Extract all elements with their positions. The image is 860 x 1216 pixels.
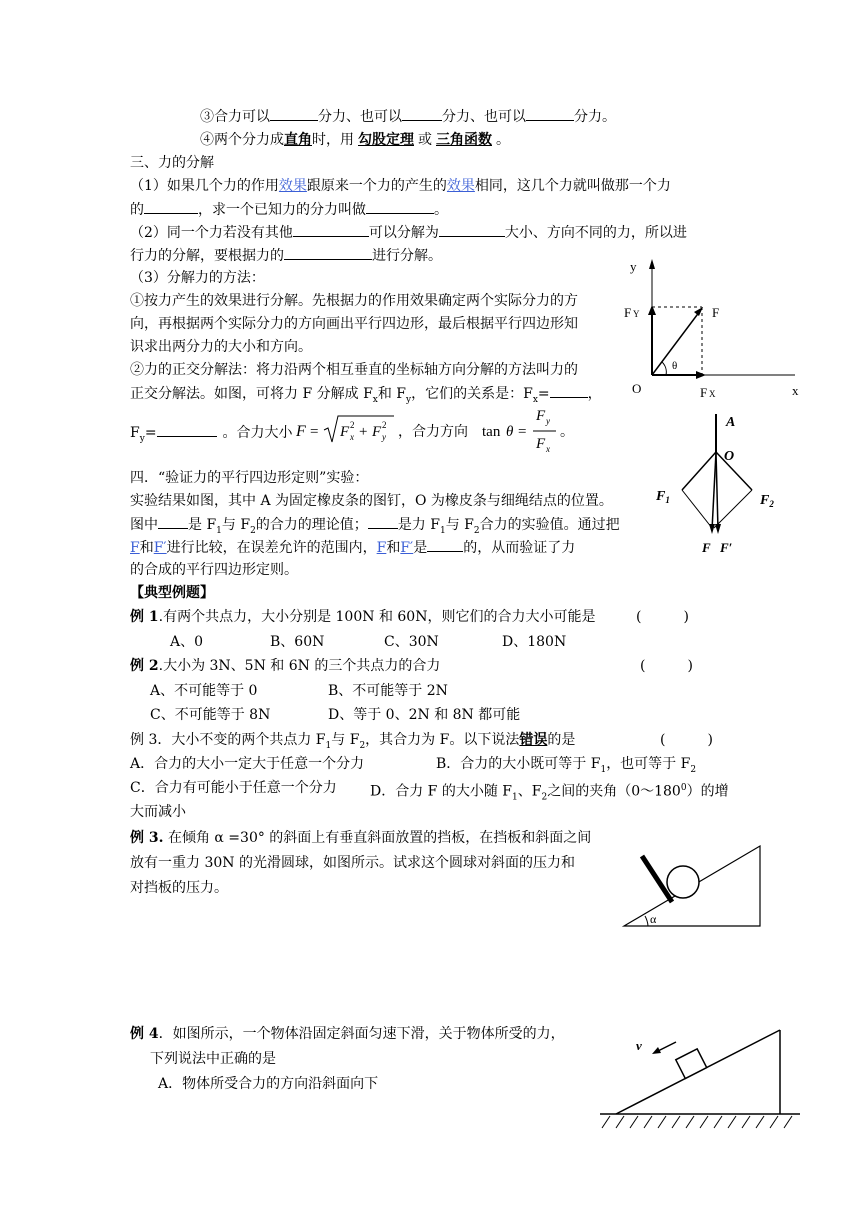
o-label: O bbox=[724, 449, 735, 464]
parallelogram-experiment-figure bbox=[648, 406, 798, 556]
blank[interactable] bbox=[270, 106, 318, 121]
text: 和 F bbox=[377, 386, 407, 402]
examples-header: 【典型例题】 bbox=[130, 585, 214, 601]
example-3: 例 3．大小不变的两个共点力 $F_1$与 $F_2$，其合力为 F。以下说法错误的是 bbox=[130, 732, 576, 751]
section-title: 三、力的分解 bbox=[130, 155, 214, 171]
alpha-label: α bbox=[650, 912, 657, 926]
incline-ball-figure bbox=[618, 838, 768, 934]
text: 是 F bbox=[188, 517, 217, 533]
text: 时，用 bbox=[312, 132, 354, 148]
emphasis-text: 勾股定理 bbox=[358, 132, 414, 148]
text: 例 3．大小不变的两个共点力 F bbox=[130, 732, 326, 748]
text: 。合力大小 bbox=[222, 425, 293, 441]
text: ，它们的关系是：F bbox=[411, 386, 533, 402]
section4-line-2: 图中 是 $F_1$与 $F_2$的合力的理论值； 是力 $F_1$与 $F_2$合力的实验值。通过把 bbox=[130, 514, 620, 541]
f2-label: $F_2$ bbox=[760, 493, 774, 509]
section4-line-3 bbox=[130, 537, 575, 558]
example-1-option-c[interactable]: C、30N bbox=[384, 634, 439, 650]
blank[interactable] bbox=[144, 199, 198, 214]
text: 与 F bbox=[331, 732, 360, 748]
y-axis-label: y bbox=[630, 259, 637, 274]
link[interactable]: F′ bbox=[400, 540, 414, 556]
text: ，其合力为 F。以下说法 bbox=[365, 732, 520, 748]
text: 进行分解。 bbox=[372, 248, 442, 264]
text: B．合力的大小既可等于 F bbox=[436, 756, 601, 772]
label: 例 3. bbox=[130, 830, 164, 846]
svg-text:=: = bbox=[310, 424, 319, 440]
svg-text:=: = bbox=[518, 424, 527, 440]
formula-line-mid bbox=[398, 422, 468, 442]
text: 和 bbox=[386, 540, 401, 556]
text: ，合力方向 bbox=[398, 424, 468, 440]
blank[interactable] bbox=[293, 222, 369, 237]
svg-text:F: F bbox=[340, 424, 350, 440]
section4-title: 四．“验证力的平行四边形定则”实验： bbox=[130, 470, 369, 486]
text: = bbox=[537, 386, 550, 402]
text: 在倾角 α =30° 的斜面上有垂直斜面放置的挡板，在挡板和斜面之间 bbox=[163, 830, 592, 846]
section4-line-4: 的合成的平行四边形定则。 bbox=[130, 562, 298, 578]
text: ）的增 bbox=[686, 783, 729, 800]
link[interactable]: F bbox=[376, 540, 387, 556]
label: 例 1 bbox=[130, 609, 159, 625]
svg-text:2: 2 bbox=[350, 420, 355, 430]
text: 分力。 bbox=[574, 109, 616, 125]
f-label: F bbox=[702, 540, 711, 555]
emphasis-text: 直角 bbox=[284, 132, 312, 148]
example-1-option-d[interactable]: D、180N bbox=[502, 634, 567, 650]
f1-label: $F_1$ bbox=[656, 489, 670, 505]
text: 或 bbox=[418, 132, 432, 148]
method-2-line-2: 正交分解法。如图，可将力 F 分解成 $F_x$和 $F_y$，它们的关系是：$F_x=$ ， bbox=[130, 383, 602, 410]
example-3b-line-1 bbox=[130, 828, 591, 848]
text: ，求一个已知力的分力叫做 bbox=[198, 202, 366, 218]
superscript: 0 bbox=[680, 783, 687, 793]
svg-text:y: y bbox=[546, 416, 550, 426]
text: ， bbox=[587, 386, 602, 402]
example-3b-line-3: 对挡板的压力。 bbox=[130, 880, 228, 896]
text: 分力、也可以 bbox=[442, 109, 526, 125]
svg-text:F: F bbox=[296, 423, 306, 440]
example-3-option-d-cont: 大而减小 bbox=[130, 804, 186, 820]
svg-text:+: + bbox=[359, 424, 368, 440]
example-1 bbox=[130, 607, 595, 627]
text: 跟原来一个力的产生的 bbox=[306, 178, 447, 194]
example-4-line-1 bbox=[130, 1024, 565, 1044]
blank[interactable] bbox=[402, 106, 442, 121]
text: F bbox=[130, 425, 140, 441]
text: ，也可等于 F bbox=[606, 756, 691, 772]
text: 行力的分解，要根据力的 bbox=[130, 248, 284, 264]
svg-text:2: 2 bbox=[382, 420, 387, 430]
a-label: A bbox=[726, 415, 736, 430]
paragraph-3: （3）分解力的方法： bbox=[130, 270, 265, 286]
block-incline-figure bbox=[596, 1018, 808, 1136]
link[interactable]: F bbox=[130, 540, 140, 556]
example-3-option-b[interactable]: B．合力的大小既可等于 $F_1$，也可等于 $F_2$ bbox=[436, 756, 697, 775]
example-3b-line-2: 放有一重力 30N 的光滑圆球，如图所示。试求这个圆球对斜面的压力和 bbox=[130, 855, 575, 871]
blank[interactable] bbox=[550, 383, 588, 398]
blank[interactable] bbox=[526, 106, 574, 121]
example-3-answer[interactable]: ( ) bbox=[660, 732, 713, 748]
method-1-line-2: 向，再根据两个实际分力的方向画出平行四边形，最后根据平行四边形知 bbox=[130, 316, 578, 332]
text: 图中 bbox=[130, 517, 158, 533]
link[interactable]: F′ bbox=[153, 540, 167, 556]
text: ．如图所示，一个物体沿固定斜面匀速下滑，关于物体所受的力， bbox=[158, 1026, 565, 1042]
svg-text:θ: θ bbox=[506, 424, 514, 440]
blank[interactable] bbox=[158, 514, 188, 529]
section4-line-1: 实验结果如图，其中 A 为固定橡皮条的图钉，O 为橡皮条与细绳结点的位置。 bbox=[130, 493, 613, 509]
text: （2）同一个力若没有其他 bbox=[130, 225, 293, 241]
svg-text:F: F bbox=[536, 408, 546, 424]
text: 正交分解法。如图，可将力 F 分解成 F bbox=[130, 386, 373, 402]
example-2-option-c[interactable]: C、不可能等于 8N bbox=[150, 707, 271, 723]
text: 的是 bbox=[547, 732, 576, 748]
example-1-answer[interactable]: ( ) bbox=[636, 609, 689, 625]
example-1-option-a[interactable]: A、0 bbox=[170, 634, 204, 650]
link[interactable]: 效果 bbox=[446, 178, 475, 194]
text: 和 bbox=[139, 540, 154, 556]
x-axis-label: x bbox=[792, 383, 799, 398]
example-2 bbox=[130, 656, 440, 676]
label: 例 2 bbox=[130, 658, 159, 674]
blank[interactable] bbox=[157, 422, 217, 437]
text: 分力、也可以 bbox=[318, 109, 402, 125]
text: D．合力 F 的大小随 F bbox=[370, 783, 513, 800]
blank[interactable] bbox=[427, 537, 463, 552]
fx-sub: X bbox=[709, 389, 716, 399]
example-2-option-d[interactable]: D、等于 0、2N 和 8N 都可能 bbox=[328, 707, 521, 723]
text: 。 bbox=[434, 202, 448, 218]
paragraph-2 bbox=[130, 222, 687, 243]
text: （1）如果几个力的作用 bbox=[130, 178, 279, 194]
orthogonal-decomposition-figure bbox=[620, 255, 810, 405]
text: ④两个分力成 bbox=[200, 132, 284, 148]
text: 合力的实验值。通过把 bbox=[479, 517, 620, 533]
example-3-option-c[interactable]: C．合力有可能小于任意一个分力 bbox=[130, 780, 337, 796]
paragraph-1-cont bbox=[130, 199, 448, 220]
text: 进行比较，在误差允许的范围内， bbox=[166, 540, 377, 556]
text: 与 F bbox=[445, 517, 474, 533]
text: 相同，这几个力就叫做那一个力 bbox=[474, 178, 671, 194]
svg-text:tan: tan bbox=[482, 424, 501, 440]
blank[interactable] bbox=[368, 514, 398, 529]
text: ③合力可以 bbox=[200, 109, 270, 125]
theta-label: θ bbox=[672, 360, 678, 372]
text: 可以分解为 bbox=[368, 225, 439, 241]
f-label: F bbox=[712, 305, 720, 320]
f-prime-label: F′ bbox=[720, 540, 733, 555]
method-2-line-1: ②力的正交分解法：将力沿两个相互垂直的坐标轴方向分解的方法叫力的 bbox=[130, 362, 578, 378]
paragraph-2-cont bbox=[130, 245, 442, 266]
emphasis-text: 错误 bbox=[519, 732, 548, 748]
line-right-angle bbox=[200, 130, 510, 150]
formula-end: 。 bbox=[560, 424, 574, 440]
method-1-line-1: ①按力产生的效果进行分解。先根据力的作用效果确定两个实际分力的方 bbox=[130, 293, 578, 309]
text: .有两个共点力，大小分别是 100N 和 60N，则它们的合力大小可能是 bbox=[158, 609, 596, 625]
text: .大小为 3N、5N 和 6N 的三个共点力的合力 bbox=[158, 658, 441, 674]
text: 之间的夹角（0～180 bbox=[547, 783, 681, 800]
paragraph-1 bbox=[130, 176, 671, 196]
example-1-option-b[interactable]: B、60N bbox=[270, 634, 325, 650]
example-4-line-2: 下列说法中正确的是 bbox=[150, 1051, 276, 1067]
svg-text:F: F bbox=[536, 436, 546, 452]
text: 的，从而验证了力 bbox=[463, 540, 576, 556]
text: 是 bbox=[413, 540, 428, 556]
text: 、F bbox=[517, 783, 542, 800]
emphasis-text: 三角函数 bbox=[436, 132, 492, 148]
label: 例 4 bbox=[130, 1026, 159, 1042]
blank[interactable] bbox=[284, 245, 372, 260]
text: = bbox=[144, 425, 157, 441]
origin-label: O bbox=[632, 381, 642, 396]
line-resultant-choices bbox=[200, 106, 616, 127]
text: 的合力的理论值； bbox=[255, 517, 368, 533]
svg-text:x: x bbox=[546, 444, 550, 454]
link[interactable]: 效果 bbox=[278, 178, 307, 194]
svg-text:y: y bbox=[382, 432, 386, 442]
example-4-option-a[interactable]: A．物体所受合力的方向沿斜面向下 bbox=[158, 1076, 379, 1092]
blank[interactable] bbox=[439, 222, 505, 237]
example-3-option-a[interactable]: A．合力的大小一定大于任意一个分力 bbox=[130, 756, 365, 772]
blank[interactable] bbox=[366, 199, 434, 214]
example-2-option-a[interactable]: A、不可能等于 0 bbox=[150, 683, 258, 699]
fy-label: F bbox=[624, 305, 632, 320]
formula-line: $F_y=$ 。合力大小 bbox=[130, 422, 293, 449]
example-3-option-d[interactable]: D．合力 F 的大小随 $F_1$、$F_2$之间的夹角$(0\sim 180^0)$的增 bbox=[370, 783, 729, 803]
velocity-label: v bbox=[636, 1038, 642, 1053]
fx-label: F bbox=[700, 385, 708, 400]
text: 的 bbox=[130, 202, 144, 218]
svg-text:x: x bbox=[350, 432, 354, 442]
method-1-line-3: 识求出两分力的大小和方向。 bbox=[130, 339, 312, 355]
svg-text:F: F bbox=[372, 424, 382, 440]
text: 。 bbox=[496, 132, 510, 148]
text: 与 F bbox=[221, 517, 251, 533]
example-2-answer[interactable]: ( ) bbox=[640, 658, 693, 674]
text: 是力 F bbox=[397, 517, 440, 533]
example-2-option-b[interactable]: B、不可能等于 2N bbox=[328, 683, 448, 699]
text: 大小、方向不同的力，所以进 bbox=[504, 225, 687, 241]
direction-formula bbox=[480, 402, 560, 456]
fy-sub: Y bbox=[633, 309, 640, 319]
